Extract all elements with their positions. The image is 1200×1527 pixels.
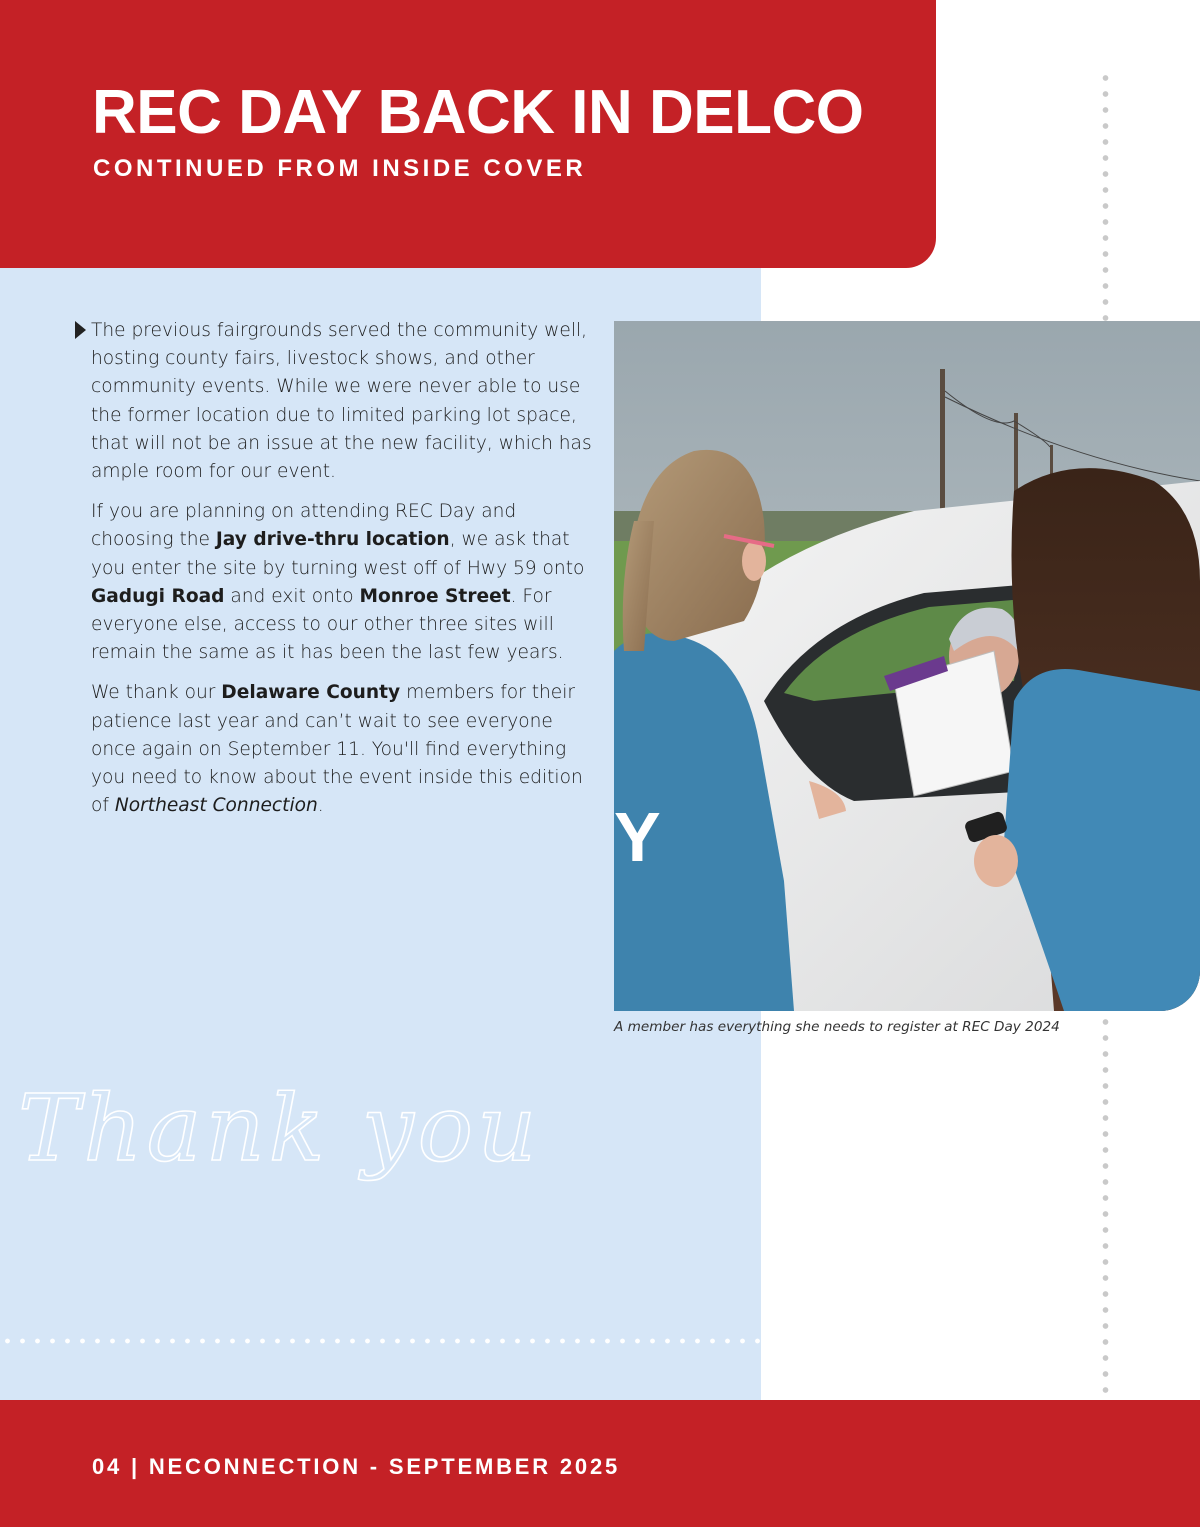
- shirt-letter: Y: [614, 798, 661, 876]
- monroe-street: Monroe Street: [359, 585, 511, 607]
- jay-location: Jay drive-thru location: [215, 529, 450, 551]
- header-banner: [0, 0, 936, 268]
- rec-day-photo: [614, 321, 1200, 1011]
- paragraph-3: We thank our Delaware County members for their patience last year and can’t wait to see everyone once again on September 11. You'll find everything you need to know about the event inside this edition of Northeast Connection.: [91, 682, 583, 817]
- publication-name: Northeast Connection: [114, 795, 318, 817]
- dotted-divider-horizontal: [0, 1338, 761, 1344]
- photo-caption: A member has everything she needs to register at REC Day 2024: [614, 1019, 1060, 1035]
- page-subtitle: CONTINUED FROM INSIDE COVER: [93, 155, 587, 182]
- gadugi-road: Gadugi Road: [91, 585, 225, 607]
- svg-text:Thank you: Thank you: [18, 1075, 541, 1182]
- page-title: REC DAY BACK IN DELCO: [92, 78, 864, 147]
- continued-arrow-icon: [75, 321, 86, 339]
- thank-you-script: [0, 1060, 600, 1200]
- footer-page-info: 04 | NECONNECTION - SEPTEMBER 2025: [92, 1454, 621, 1479]
- article-body: [91, 317, 596, 832]
- paragraph-1: The previous fairgrounds served the community well, hosting county fairs, livestock shows, and other community events. While we were never able to use the former location due to limited parking lot space, that will not be an issue at the new facility, which has ample room for our event.: [91, 320, 592, 483]
- paragraph-2: If you are planning on attending REC Day and choosing the Jay drive-thru location, we ask that you enter the site by turning west off of Hwy 59 onto Gadugi Road and exit onto Monroe Street. For everyone else, access to our other three sites will remain the same as it has been the last few years.: [91, 501, 585, 664]
- delaware-county: Delaware County: [221, 682, 401, 704]
